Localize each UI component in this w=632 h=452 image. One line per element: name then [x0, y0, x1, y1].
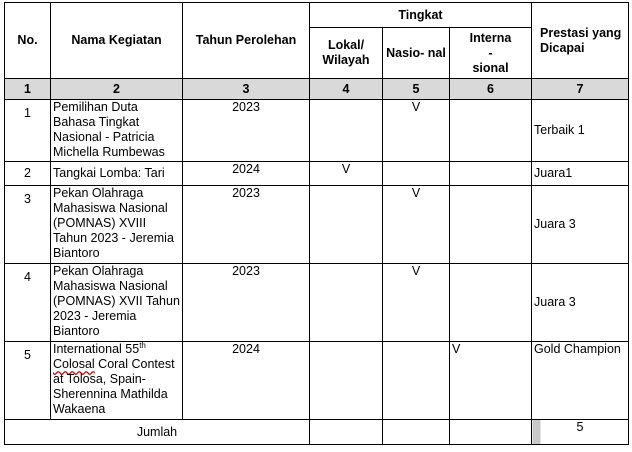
- row-prestasi: Juara1: [532, 162, 629, 186]
- row-tahun: 2023: [183, 264, 310, 342]
- column-number: 5: [383, 79, 450, 100]
- row-nama-kegiatan: Pemilihan Duta Bahasa Tingkat Nasional - Patricia Michella Rumbewas: [51, 100, 183, 162]
- row-tahun: 2024: [183, 342, 310, 420]
- header-prestasi: Prestasi yang Dicapai: [532, 3, 629, 79]
- header-internasional-part1: Interna: [469, 30, 512, 45]
- row-nama-kegiatan: [51, 342, 183, 420]
- row-prestasi: Juara 3: [532, 264, 629, 342]
- table-row: [5, 264, 629, 342]
- table-row: [5, 342, 629, 420]
- row-tahun: 2024: [183, 162, 310, 186]
- header-tingkat: Tingkat: [310, 3, 532, 28]
- row-nama-kegiatan: Pekan Olahraga Mahasiswa Nasional (POMNAS) XVIII Tahun 2023 - Jeremia Biantoro: [51, 186, 183, 264]
- row-lokal: V: [310, 162, 383, 186]
- row-internasional: [450, 162, 532, 186]
- row-no: 2: [5, 162, 51, 186]
- row-internasional: [450, 186, 532, 264]
- row-internasional: [450, 264, 532, 342]
- header-no: No.: [5, 3, 51, 79]
- nama-prefix: International 55: [53, 342, 140, 356]
- header-tahun-perolehan: Tahun Perolehan: [183, 3, 310, 79]
- column-number: 7: [532, 79, 629, 100]
- row-nasional: V: [383, 264, 450, 342]
- row-prestasi: Gold Champion: [532, 342, 629, 420]
- row-no: 4: [5, 264, 51, 342]
- column-number: 3: [183, 79, 310, 100]
- table-row: [5, 186, 629, 264]
- header-lokal-wilayah: Lokal/ Wilayah: [310, 28, 383, 79]
- row-lokal: [310, 264, 383, 342]
- footer-empty-cell: [310, 420, 383, 445]
- row-prestasi: Terbaik 1: [532, 100, 629, 162]
- achievement-table: [4, 2, 629, 445]
- row-nasional: V: [383, 186, 450, 264]
- nama-suffix: Coral Contest at Tolosa, Spain-Sherennina Mathilda Wakaena: [53, 357, 175, 416]
- column-number: 6: [450, 79, 532, 100]
- column-number: 1: [5, 79, 51, 100]
- row-internasional: [450, 100, 532, 162]
- row-no: 3: [5, 186, 51, 264]
- table-row: [5, 100, 629, 162]
- row-no: 1: [5, 100, 51, 162]
- row-tahun: 2023: [183, 186, 310, 264]
- header-internasional: [450, 28, 532, 79]
- header-nasional: Nasio- nal: [383, 28, 450, 79]
- spellcheck-word: Colosal: [53, 357, 95, 371]
- row-lokal: [310, 342, 383, 420]
- table-row: [5, 162, 629, 186]
- row-nama-kegiatan: Pekan Olahraga Mahasiswa Nasional (POMNAS) XVII Tahun 2023 - Jeremia Biantoro: [51, 264, 183, 342]
- row-nasional: [383, 162, 450, 186]
- column-number: 4: [310, 79, 383, 100]
- header-internasional-part2: -: [488, 45, 493, 60]
- row-lokal: [310, 100, 383, 162]
- jumlah-label: Jumlah: [5, 420, 310, 445]
- row-tahun: 2023: [183, 100, 310, 162]
- column-number: 2: [51, 79, 183, 100]
- jumlah-total: 5: [532, 420, 629, 445]
- row-prestasi: Juara 3: [532, 186, 629, 264]
- column-number-row: [5, 79, 629, 100]
- row-nama-kegiatan: Tangkai Lomba: Tari: [51, 162, 183, 186]
- header-internasional-part3: sional: [472, 60, 509, 75]
- row-nasional: [383, 342, 450, 420]
- row-lokal: [310, 186, 383, 264]
- row-nasional: V: [383, 100, 450, 162]
- header-nama-kegiatan: Nama Kegiatan: [51, 3, 183, 79]
- row-no: 5: [5, 342, 51, 420]
- row-internasional: V: [450, 342, 532, 420]
- footer-empty-cell: [383, 420, 450, 445]
- footer-row: [5, 420, 629, 445]
- superscript-th: th: [139, 341, 146, 350]
- footer-empty-cell: [450, 420, 532, 445]
